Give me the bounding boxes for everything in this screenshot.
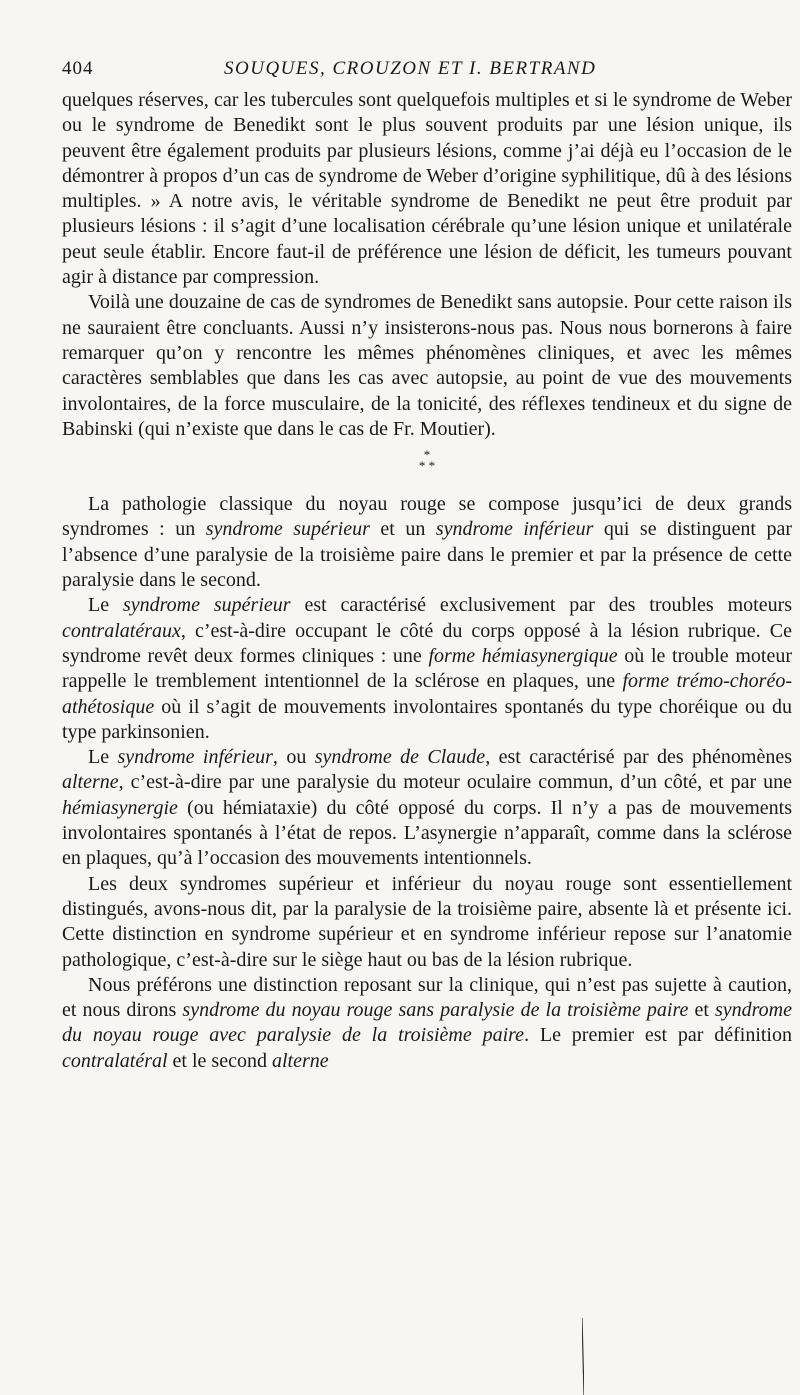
page-header	[62, 58, 792, 88]
italic-term: forme trémo-choréo-athétosique	[62, 670, 792, 718]
italic-term: contralatéral	[62, 1049, 168, 1072]
text-run: qui se distinguent par l’absence d’une paralysie de la troisième paire dans le premier et par la présence de cette paralysie dans le second.	[62, 518, 792, 592]
text-run: Les deux syndromes supérieur et inférieur du noyau rouge sont essentiellement distingués, avons-nous dit, par la paralysie de la troisième paire, absente là et présente ici. Cette distinction en syndrome supérieur et en syndrome inférieur repose sur l’anatomie pathologique, c’est-à-dire sur le siège haut ou bas de la lésion rubrique.	[62, 872, 792, 971]
page-tear-mark	[582, 1318, 584, 1395]
text-run: La pathologie classique du noyau rouge se compose jusqu’ici de deux grands syndromes : un	[62, 493, 792, 541]
paragraph: Voilà une douzaine de cas de syndromes de Benedikt sans autopsie. Pour cette raison ils ne sauraient être concluants. Aussi n’y insisterons-nous pas. Nous nous bornerons à faire remarquer qu’on y rencontre les mêmes phénomènes cliniques, et avec les mêmes caractères semblables que dans les cas avec autopsie, au point de vue des mouvements involontaires, de la force musculaire, de la tonicité, des réflexes tendineux et du signe de Babinski (qui n’existe que dans le cas de Fr. Moutier).	[62, 291, 792, 440]
text-run: Le	[88, 746, 118, 769]
italic-term: alterne	[271, 1049, 329, 1072]
text-run: Le	[88, 594, 123, 617]
italic-term: syndrome du noyau rouge sans paralysie de la troisième paire	[182, 999, 689, 1022]
italic-term: forme hémiasynergique	[428, 644, 618, 667]
text-run: et le second	[167, 1049, 272, 1072]
paragraph	[62, 973, 792, 1074]
paragraphs-after-break	[62, 492, 792, 1074]
italic-term: syndrome du noyau rouge avec paralysie de la troisième paire	[62, 999, 793, 1047]
tear-line	[582, 1318, 584, 1395]
text-run: . Le premier est par définition	[524, 1024, 792, 1047]
text-run: Nous préférons une distinction reposant sur la clinique, qui n’est pas sujette à caution, et nous dirons	[62, 973, 792, 1022]
text-run: (ou hémiataxie) du côté opposé du corps. Il n’y a pas de mouvements involontaires spontanés à l’état de repos. L’asynergie n’apparaît, comme dans la sclérose en plaques, qu’à l’occasion des mouvements intentionnels.	[62, 796, 792, 870]
italic-term: hémiasynergie	[62, 796, 178, 819]
italic-term: syndrome de Claude	[314, 746, 486, 769]
paragraph-continued: quelques réserves, car les tubercules sont quelquefois multiples et si le syndrome de Weber ou le syndrome de Benedikt sont le plus souvent produits par une lésion unique, ils peuvent être également produits par plusieurs lésions, comme j’ai déjà eu l’occasion de le démontrer à propos d’un cas de syndrome de Weber d’origine syphilitique, dû à des lésions multiples. » A notre avis, le véritable syndrome de Benedikt ne peut être produit par plusieurs lésions : il s’agit d’une localisation cérébrale qu’une lésion unique et unilatérale peut seule établir. Encore faut-il de préférence une lésion de déficit, les tumeurs pouvant agir à distance par compression.	[62, 89, 792, 289]
text-run: est caractérisé exclusivement par des troubles moteurs	[290, 594, 793, 617]
italic-term: syndrome inférieur	[117, 746, 273, 769]
text-run: où le trouble moteur rappelle le tremblement intentionnel de la sclérose en plaques, une	[62, 644, 792, 693]
asterism-bottom: * *	[418, 458, 436, 474]
text-run: où il s’agit de mouvements involontaires spontanés du type choréique ou du type parkinsonien.	[62, 695, 792, 743]
paragraph	[62, 872, 792, 973]
body-text	[62, 88, 792, 1074]
text-run: , c’est-à-dire par une paralysie du moteur oculaire commun, d’un côté, et par une	[118, 771, 792, 794]
asterism-top: *	[423, 447, 431, 463]
italic-term: syndrome supérieur	[205, 518, 370, 541]
document-page	[62, 0, 792, 1395]
text-run: , est caractérisé par des phénomènes	[485, 746, 793, 769]
italic-term: syndrome supérieur	[122, 594, 291, 617]
page-number: 404	[62, 58, 94, 79]
text-run: et un	[369, 518, 436, 541]
italic-term: syndrome inférieur	[435, 518, 594, 541]
paragraph	[62, 593, 792, 745]
text-run: , c’est-à-dire occupant le côté du corps opposé à la lésion rubrique. Ce syndrome revêt deux formes cliniques : une	[62, 619, 792, 667]
section-break-asterism	[62, 442, 792, 492]
text-run: , ou	[272, 746, 315, 769]
italic-term: alterne	[62, 771, 119, 794]
italic-term: contralatéraux	[62, 619, 181, 642]
paragraph	[62, 745, 792, 871]
paragraph	[62, 492, 792, 593]
text-run: et	[688, 999, 715, 1022]
running-head: SOUQUES, CROUZON ET I. BERTRAND	[224, 58, 597, 79]
